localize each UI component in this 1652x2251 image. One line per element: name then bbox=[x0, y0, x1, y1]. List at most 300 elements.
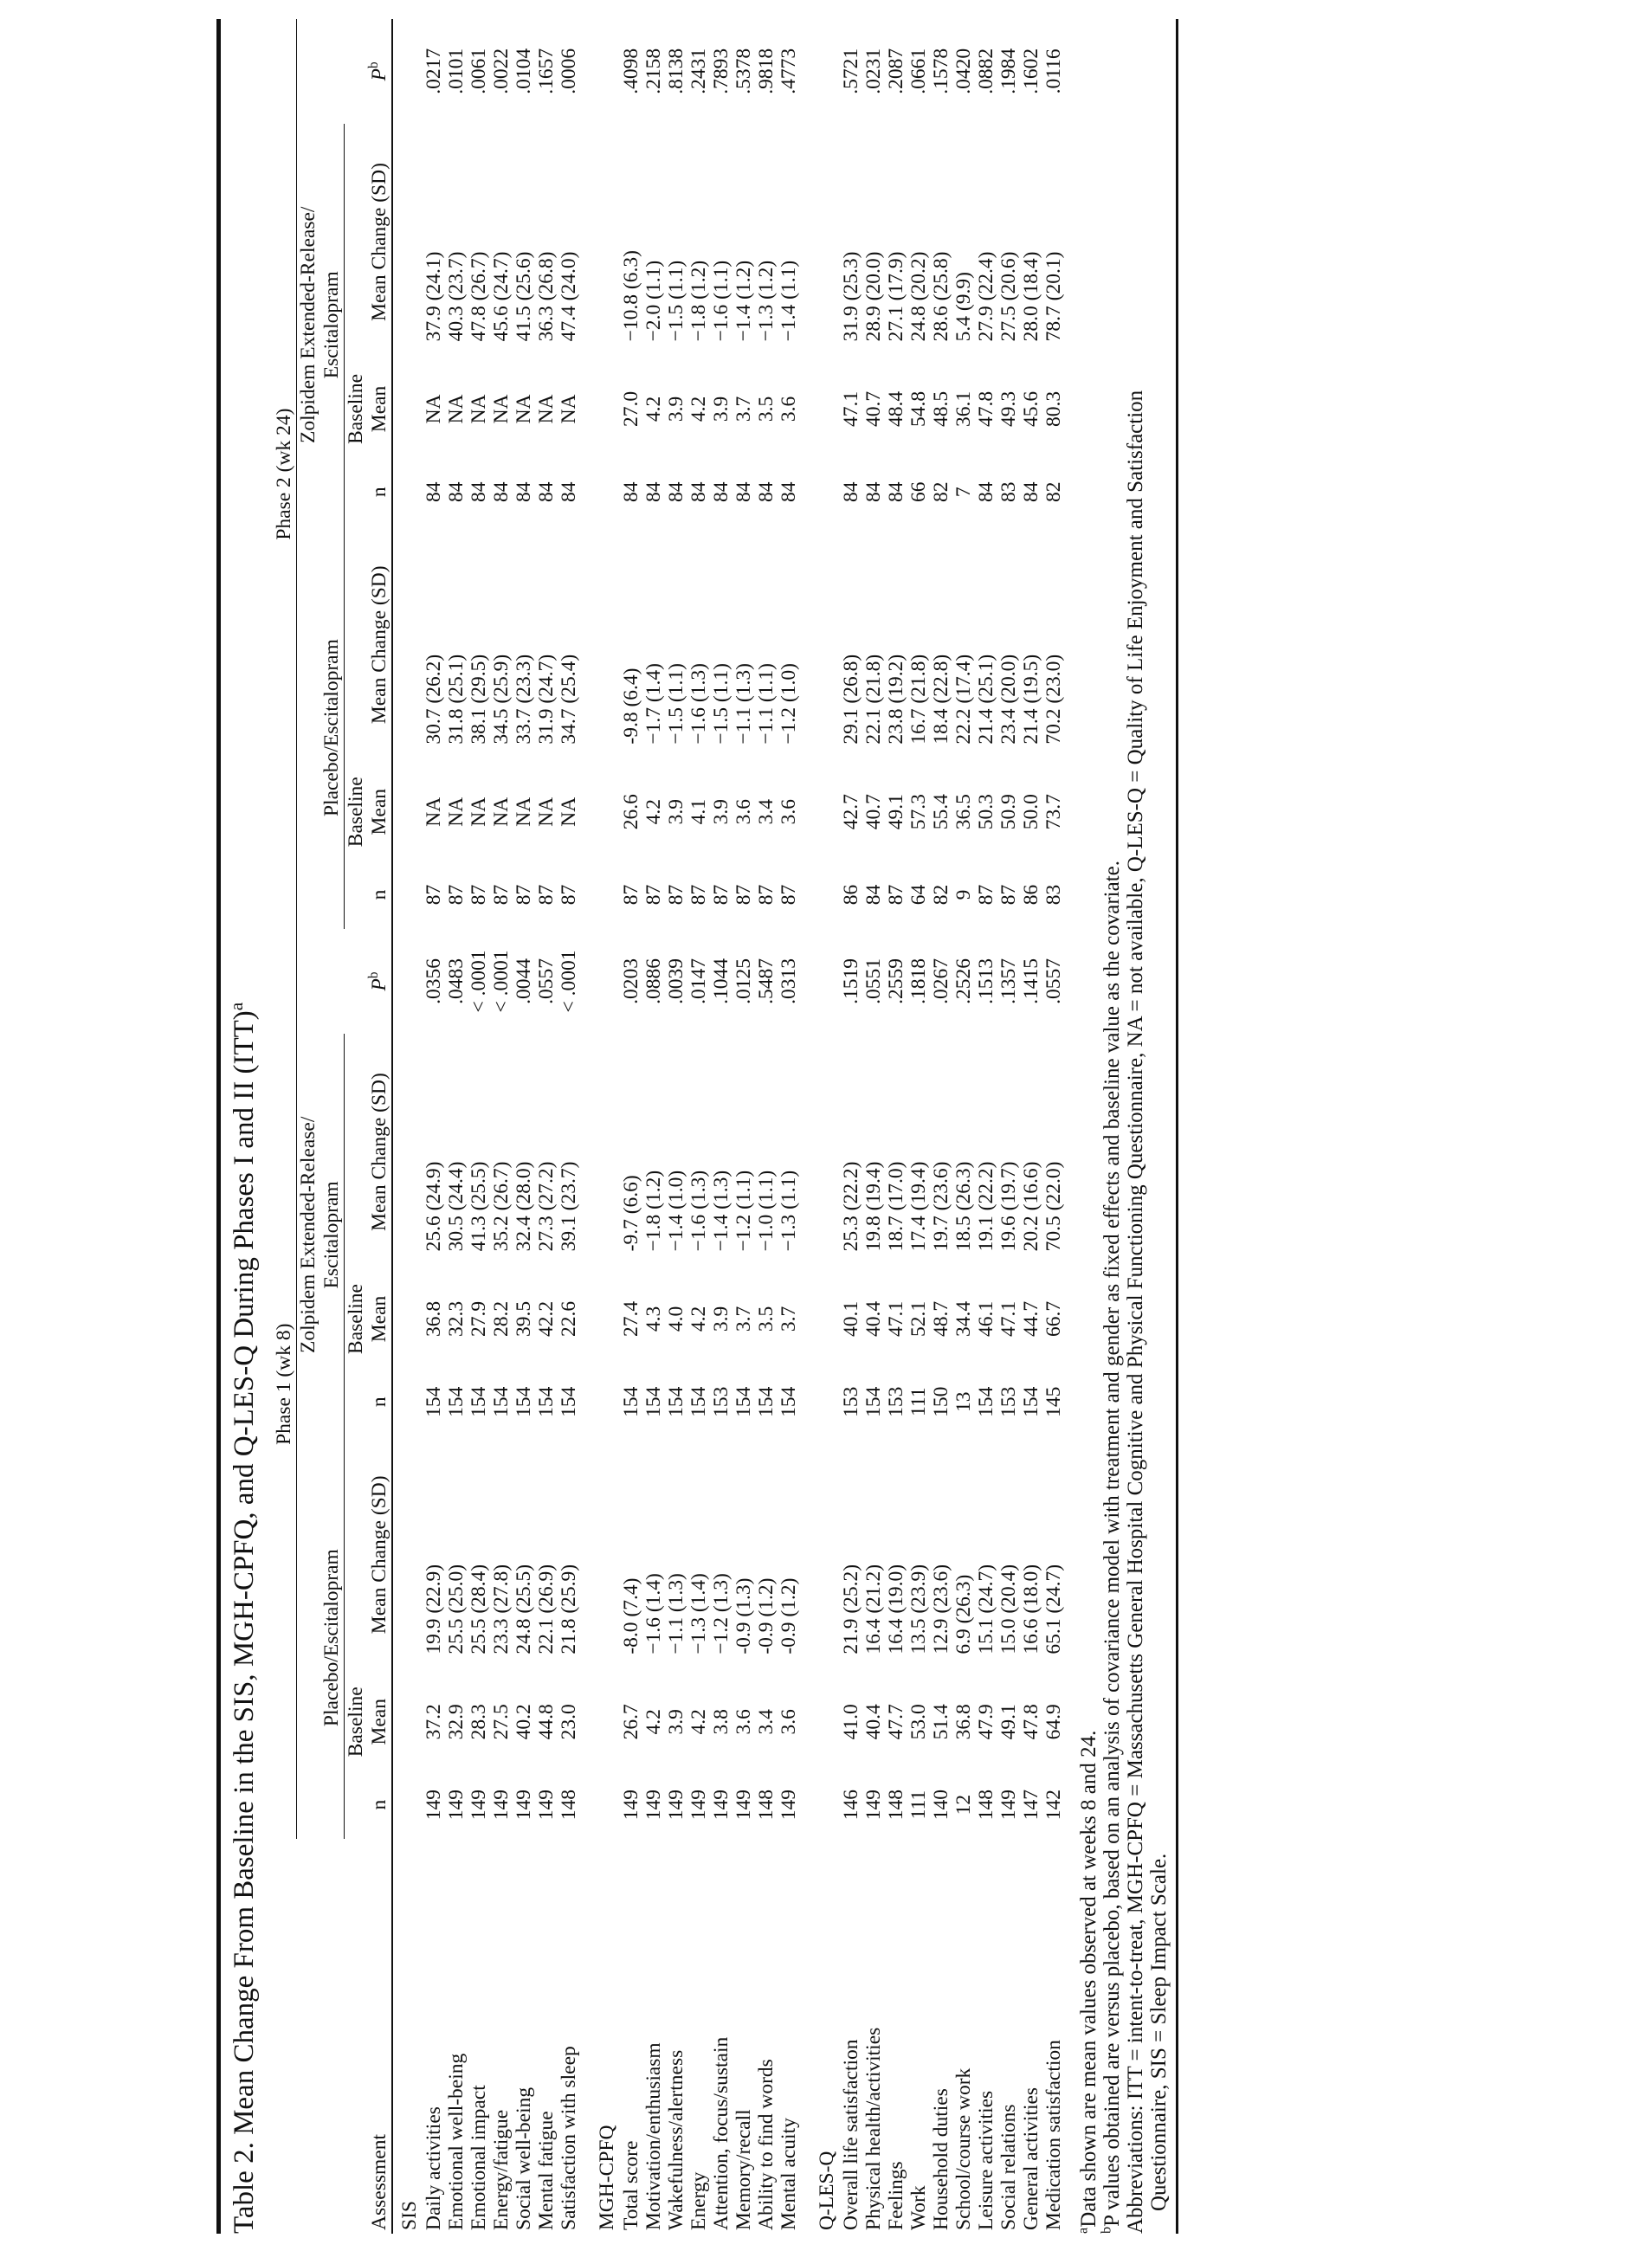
table-row bbox=[423, 19, 445, 2234]
cell-p1-pl-n: 146 bbox=[840, 1789, 862, 1821]
cell-p1-zo-base: 27.9 bbox=[468, 1300, 490, 1338]
cell-p1-zo-chg: 25.6 (24.9) bbox=[423, 1161, 445, 1252]
cell-p2-p: .2087 bbox=[885, 48, 907, 94]
row-label: Wakefulness/alertness bbox=[665, 2049, 687, 2230]
cell-p2-p: .0061 bbox=[468, 48, 490, 94]
blank-cell bbox=[273, 1839, 297, 2234]
cell-p1-p: < .0001 bbox=[490, 950, 513, 1013]
cell-p2-pl-base: 3.4 bbox=[755, 799, 778, 825]
cell-p2-pl-chg: −1.1 (1.1) bbox=[755, 663, 778, 745]
cell-p1-pl-n: 148 bbox=[975, 1789, 997, 1821]
cell-p2-zo-n: 84 bbox=[558, 481, 580, 502]
table-row bbox=[642, 19, 665, 2234]
cell-p1-pl-n: 149 bbox=[620, 1789, 642, 1821]
row-label: Emotional well-being bbox=[445, 2053, 468, 2230]
cell-p2-p: .4773 bbox=[778, 48, 800, 94]
cell-p1-pl-chg: 6.9 (26.3) bbox=[952, 1574, 975, 1654]
cell-p1-zo-n: 154 bbox=[862, 1386, 885, 1417]
cell-p1-zo-base: 3.5 bbox=[755, 1306, 778, 1332]
table-row bbox=[710, 19, 732, 2234]
cell-p1-p: .0039 bbox=[665, 958, 687, 1004]
table-row bbox=[930, 19, 952, 2234]
cell-p2-zo-base: 54.8 bbox=[907, 390, 930, 427]
cell-p1-zo-chg: −1.4 (1.3) bbox=[710, 1170, 732, 1252]
cell-p1-p: .0267 bbox=[930, 958, 952, 1004]
cell-p2-zo-chg: −1.3 (1.2) bbox=[755, 260, 778, 342]
cell-p2-pl-base: 50.3 bbox=[975, 794, 997, 830]
cell-p1-p: .5487 bbox=[755, 958, 778, 1004]
cell-p1-zo-n: 154 bbox=[513, 1386, 535, 1417]
cell-p2-p: .1984 bbox=[997, 48, 1020, 94]
row-label: Work bbox=[907, 2185, 930, 2230]
cell-p2-pl-chg: -9.8 (6.4) bbox=[620, 668, 642, 745]
cell-p2-pl-base: NA bbox=[445, 797, 468, 827]
cell-p2-zo-base: NA bbox=[423, 394, 445, 424]
cell-p1-zo-chg: 27.3 (27.2) bbox=[535, 1161, 558, 1252]
cell-p2-pl-base: 73.7 bbox=[1042, 794, 1065, 830]
cell-p2-pl-chg: 30.7 (26.2) bbox=[423, 654, 445, 745]
cell-p1-zo-chg: 35.2 (26.7) bbox=[490, 1161, 513, 1252]
cell-p1-pl-chg: 21.8 (25.9) bbox=[558, 1564, 580, 1654]
cell-p1-zo-base: 52.1 bbox=[907, 1300, 930, 1338]
cell-p1-pl-n: 148 bbox=[885, 1789, 907, 1821]
cell-p2-pl-chg: 38.1 (29.5) bbox=[468, 654, 490, 745]
column-header-row bbox=[368, 19, 392, 2234]
section-header-row bbox=[810, 19, 840, 2234]
cell-p2-zo-n: 84 bbox=[620, 481, 642, 502]
cell-p2-zo-base: 3.9 bbox=[665, 396, 687, 422]
cell-p2-p: .0101 bbox=[445, 48, 468, 94]
change-column-header: Mean Change (SD) bbox=[368, 163, 390, 321]
cell-p1-zo-n: 154 bbox=[975, 1386, 997, 1417]
cell-p1-p: .0044 bbox=[513, 958, 535, 1004]
phase1-placebo-header: Placebo/Escitalopram bbox=[320, 1549, 343, 1727]
cell-p2-zo-base: 4.2 bbox=[687, 396, 710, 422]
table-row bbox=[468, 19, 490, 2234]
row-label: Energy bbox=[687, 2171, 710, 2230]
section-gap bbox=[800, 19, 810, 2234]
mean-column-header: Mean bbox=[368, 788, 390, 835]
cell-p1-p: .0356 bbox=[423, 958, 445, 1004]
cell-p2-zo-base: NA bbox=[445, 394, 468, 424]
cell-p2-zo-base: 49.3 bbox=[997, 390, 1020, 427]
cell-p2-pl-base: 50.0 bbox=[1020, 794, 1042, 830]
cell-p2-zo-n: 84 bbox=[665, 481, 687, 502]
cell-p1-pl-base: 3.6 bbox=[778, 1709, 800, 1735]
phase2-placebo-header: Placebo/Escitalopram bbox=[320, 639, 343, 817]
cell-p2-pl-chg: 18.4 (22.8) bbox=[930, 654, 952, 745]
cell-p2-zo-n: 84 bbox=[755, 481, 778, 502]
cell-p1-zo-n: 154 bbox=[558, 1386, 580, 1417]
row-label: Mental fatigue bbox=[535, 2111, 558, 2230]
cell-p1-p: .0147 bbox=[687, 958, 710, 1004]
cell-p2-zo-chg: 28.9 (20.0) bbox=[862, 251, 885, 342]
cell-p1-zo-n: 154 bbox=[778, 1386, 800, 1417]
cell-p2-zo-chg: 27.5 (20.6) bbox=[997, 251, 1020, 342]
cell-p1-zo-base: 22.6 bbox=[558, 1300, 580, 1338]
cell-p1-zo-base: 47.1 bbox=[997, 1300, 1020, 1338]
cell-p1-p: .1357 bbox=[997, 958, 1020, 1004]
baseline-header: Baseline bbox=[345, 360, 369, 457]
cell-p1-pl-n: 149 bbox=[665, 1789, 687, 1821]
cell-p1-pl-chg: 65.1 (24.7) bbox=[1042, 1564, 1065, 1654]
row-label: Energy/fatigue bbox=[490, 2109, 513, 2230]
cell-p1-zo-chg: −1.4 (1.0) bbox=[665, 1170, 687, 1252]
results-table bbox=[273, 19, 1065, 2234]
cell-p1-zo-base: 28.2 bbox=[490, 1300, 513, 1338]
cell-p1-zo-chg: 19.8 (19.4) bbox=[862, 1161, 885, 1252]
cell-p2-zo-chg: −1.5 (1.1) bbox=[665, 260, 687, 342]
cell-p1-zo-n: 153 bbox=[840, 1386, 862, 1417]
cell-p2-zo-n: 84 bbox=[862, 481, 885, 502]
cell-p2-zo-n: 7 bbox=[952, 487, 975, 498]
cell-p1-zo-chg: 19.7 (23.6) bbox=[930, 1161, 952, 1252]
change-column-header: Mean Change (SD) bbox=[368, 565, 390, 725]
cell-p2-pl-chg: 21.4 (19.5) bbox=[1020, 654, 1042, 745]
cell-p1-zo-chg: −1.2 (1.1) bbox=[732, 1170, 755, 1252]
table-row bbox=[778, 19, 800, 2234]
cell-p2-zo-base: 3.9 bbox=[710, 396, 732, 422]
row-label: Social relations bbox=[997, 2104, 1020, 2230]
cell-p2-zo-n: 84 bbox=[490, 481, 513, 502]
cell-p2-zo-n: 82 bbox=[1042, 481, 1065, 502]
cell-p1-pl-base: 37.2 bbox=[423, 1704, 445, 1740]
cell-p2-zo-base: 3.7 bbox=[732, 396, 755, 422]
table-row bbox=[907, 19, 930, 2234]
cell-p1-zo-n: 111 bbox=[907, 1387, 930, 1417]
cell-p2-pl-n: 87 bbox=[778, 884, 800, 906]
cell-p2-pl-base: NA bbox=[513, 797, 535, 827]
cell-p1-pl-base: 27.5 bbox=[490, 1704, 513, 1740]
table-caption bbox=[224, 19, 264, 2234]
cell-p1-pl-n: 149 bbox=[490, 1789, 513, 1821]
cell-p2-zo-chg: 37.9 (24.1) bbox=[423, 251, 445, 342]
cell-p1-pl-chg: −1.6 (1.4) bbox=[642, 1573, 665, 1654]
cell-p2-pl-n: 87 bbox=[885, 884, 907, 906]
cell-p2-pl-n: 87 bbox=[665, 884, 687, 906]
cell-p1-p: .0203 bbox=[620, 958, 642, 1004]
cell-p1-pl-base: 40.2 bbox=[513, 1704, 535, 1740]
cell-p1-zo-n: 154 bbox=[642, 1386, 665, 1417]
cell-p1-pl-base: 23.0 bbox=[558, 1704, 580, 1740]
table-row bbox=[732, 19, 755, 2234]
cell-p1-pl-n: 149 bbox=[513, 1789, 535, 1821]
cell-p1-zo-n: 154 bbox=[665, 1386, 687, 1417]
n-column-header: n bbox=[368, 1396, 390, 1408]
cell-p2-pl-chg: 70.2 (23.0) bbox=[1042, 654, 1065, 745]
cell-p2-pl-chg: −1.1 (1.3) bbox=[732, 663, 755, 745]
cell-p1-zo-n: 145 bbox=[1042, 1386, 1065, 1417]
cell-p1-pl-n: 140 bbox=[930, 1789, 952, 1821]
cell-p1-p: .1818 bbox=[907, 958, 930, 1004]
cell-p2-pl-base: 3.9 bbox=[710, 799, 732, 825]
cell-p2-pl-chg: 22.1 (21.8) bbox=[862, 654, 885, 745]
cell-p1-pl-base: 4.2 bbox=[687, 1709, 710, 1735]
section-name: Q-LES-Q bbox=[816, 2151, 838, 2230]
cell-p2-pl-chg: 22.2 (17.4) bbox=[952, 654, 975, 745]
cell-p2-pl-chg: −1.5 (1.1) bbox=[665, 663, 687, 745]
row-label: Total score bbox=[620, 2140, 642, 2230]
row-label: Leisure activities bbox=[975, 2090, 997, 2230]
cell-p2-zo-n: 84 bbox=[445, 481, 468, 502]
table-row bbox=[840, 19, 862, 2234]
cell-p1-zo-base: 4.2 bbox=[687, 1306, 710, 1332]
cell-p1-zo-chg: 20.2 (16.6) bbox=[1020, 1161, 1042, 1252]
cell-p1-zo-chg: 17.4 (19.4) bbox=[907, 1161, 930, 1252]
cell-p2-pl-n: 84 bbox=[862, 884, 885, 906]
cell-p2-zo-n: 84 bbox=[535, 481, 558, 502]
cell-p2-zo-n: 84 bbox=[840, 481, 862, 502]
cell-p1-zo-chg: 18.5 (26.3) bbox=[952, 1161, 975, 1252]
n-column-header: n bbox=[368, 487, 390, 498]
cell-p2-zo-base: 48.5 bbox=[930, 390, 952, 427]
row-label: General activities bbox=[1020, 2087, 1042, 2230]
cell-p2-pl-base: 36.5 bbox=[952, 794, 975, 830]
table-row bbox=[445, 19, 468, 2234]
cell-p2-pl-n: 87 bbox=[997, 884, 1020, 906]
cell-p1-p: .1415 bbox=[1020, 958, 1042, 1004]
cell-p2-zo-n: 84 bbox=[885, 481, 907, 502]
cell-p1-pl-n: 148 bbox=[755, 1789, 778, 1821]
cell-p2-pl-base: 50.9 bbox=[997, 794, 1020, 830]
cell-p2-pl-chg: 31.9 (24.7) bbox=[535, 654, 558, 745]
change-column-header: Mean Change (SD) bbox=[368, 1475, 390, 1635]
cell-p2-pl-base: 3.9 bbox=[665, 799, 687, 825]
cell-p1-pl-chg: −1.1 (1.3) bbox=[665, 1573, 687, 1654]
cell-p1-p: .0551 bbox=[862, 958, 885, 1004]
cell-p2-zo-n: 84 bbox=[710, 481, 732, 502]
cell-p1-zo-base: 4.3 bbox=[642, 1306, 665, 1332]
table-row bbox=[885, 19, 907, 2234]
cell-p2-p: .2431 bbox=[687, 48, 710, 94]
cell-p2-zo-chg: 36.3 (26.8) bbox=[535, 251, 558, 342]
cell-p1-pl-base: 3.9 bbox=[665, 1709, 687, 1735]
cell-p1-zo-base: 40.4 bbox=[862, 1300, 885, 1338]
cell-p2-zo-n: 84 bbox=[423, 481, 445, 502]
cell-p1-zo-n: 154 bbox=[423, 1386, 445, 1417]
row-label: Satisfaction with sleep bbox=[558, 2046, 580, 2230]
cell-p2-p: .0231 bbox=[862, 48, 885, 94]
row-label: Feelings bbox=[885, 2161, 907, 2230]
cell-p2-p: .0104 bbox=[513, 48, 535, 94]
group-header-row-2 bbox=[320, 19, 345, 2234]
cell-p2-pl-n: 86 bbox=[1020, 884, 1042, 906]
cell-p1-zo-base: 3.7 bbox=[778, 1306, 800, 1332]
cell-p1-zo-chg: 39.1 (23.7) bbox=[558, 1161, 580, 1252]
group-header-row-1 bbox=[297, 19, 321, 2234]
table-row bbox=[952, 19, 975, 2234]
cell-p1-zo-base: 39.5 bbox=[513, 1300, 535, 1338]
cell-p2-pl-base: 40.7 bbox=[862, 794, 885, 830]
abbreviations-continued: Questionnaire, SIS = Sleep Impact Scale. bbox=[1147, 1853, 1171, 2211]
cell-p1-pl-base: 51.4 bbox=[930, 1704, 952, 1740]
cell-p2-pl-chg: 23.8 (19.2) bbox=[885, 654, 907, 745]
cell-p1-zo-chg: −1.8 (1.2) bbox=[642, 1170, 665, 1252]
cell-p2-pl-n: 86 bbox=[840, 884, 862, 906]
cell-p1-pl-chg: -8.0 (7.4) bbox=[620, 1577, 642, 1654]
cell-p2-pl-n: 83 bbox=[1042, 884, 1065, 906]
cell-p2-pl-chg: 31.8 (25.1) bbox=[445, 654, 468, 745]
cell-p1-zo-chg: 32.4 (28.0) bbox=[513, 1161, 535, 1252]
cell-p2-p: .2158 bbox=[642, 48, 665, 94]
cell-p2-zo-chg: −1.4 (1.2) bbox=[732, 260, 755, 342]
cell-p1-pl-n: 149 bbox=[687, 1789, 710, 1821]
cell-p2-zo-chg: 27.9 (22.4) bbox=[975, 251, 997, 342]
cell-p1-zo-base: 40.1 bbox=[840, 1300, 862, 1338]
cell-p1-pl-chg: −1.3 (1.4) bbox=[687, 1573, 710, 1654]
cell-p2-pl-n: 64 bbox=[907, 884, 930, 906]
cell-p2-pl-chg: −1.2 (1.0) bbox=[778, 663, 800, 745]
cell-p2-pl-chg: 21.4 (25.1) bbox=[975, 654, 997, 745]
row-label: Daily activities bbox=[423, 2106, 445, 2230]
row-label: Emotional impact bbox=[468, 2085, 490, 2230]
cell-p1-zo-base: 3.9 bbox=[710, 1306, 732, 1332]
cell-p2-pl-base: NA bbox=[535, 797, 558, 827]
cell-p2-p: .7893 bbox=[710, 48, 732, 94]
cell-p2-pl-n: 87 bbox=[755, 884, 778, 906]
table-row bbox=[687, 19, 710, 2234]
cell-p1-zo-chg: -9.7 (6.6) bbox=[620, 1175, 642, 1252]
cell-p2-zo-base: 27.0 bbox=[620, 390, 642, 427]
cell-p2-zo-chg: −10.8 (6.3) bbox=[620, 250, 642, 342]
cell-p2-pl-base: NA bbox=[558, 797, 580, 827]
mean-column-header: Mean bbox=[368, 1699, 390, 1745]
table-body bbox=[392, 19, 1065, 2234]
cell-p2-pl-base: 4.2 bbox=[642, 799, 665, 825]
table-row bbox=[997, 19, 1020, 2234]
cell-p2-pl-base: NA bbox=[490, 797, 513, 827]
cell-p1-zo-n: 150 bbox=[930, 1386, 952, 1417]
cell-p1-pl-n: 149 bbox=[862, 1789, 885, 1821]
cell-p2-pl-base: 3.6 bbox=[732, 799, 755, 825]
cell-p1-pl-n: 142 bbox=[1042, 1789, 1065, 1821]
cell-p1-pl-base: 53.0 bbox=[907, 1704, 930, 1740]
cell-p2-p: .0022 bbox=[490, 48, 513, 94]
cell-p2-pl-base: 49.1 bbox=[885, 794, 907, 830]
cell-p2-pl-chg: 16.7 (21.8) bbox=[907, 654, 930, 745]
p-column-header: $P^b$ bbox=[366, 61, 390, 81]
cell-p1-pl-base: 3.4 bbox=[755, 1709, 778, 1735]
row-label: Motivation/enthusiasm bbox=[642, 2042, 665, 2230]
cell-p2-p: .1657 bbox=[535, 48, 558, 94]
cell-p2-p: .0116 bbox=[1042, 48, 1065, 94]
cell-p2-p: .0420 bbox=[952, 48, 975, 94]
phase1-zolpidem-header-line1: Zolpidem Extended-Release/ bbox=[297, 1034, 321, 1436]
cell-p2-zo-n: 84 bbox=[1020, 481, 1042, 502]
cell-p2-zo-chg: 41.5 (25.6) bbox=[513, 251, 535, 342]
section-header-row bbox=[392, 19, 423, 2234]
cell-p2-pl-chg: −1.5 (1.1) bbox=[710, 663, 732, 745]
cell-p1-p: .1044 bbox=[710, 958, 732, 1004]
row-label: Medication satisfaction bbox=[1042, 2040, 1065, 2230]
cell-p1-zo-base: 66.7 bbox=[1042, 1300, 1065, 1338]
cell-p2-p: .4098 bbox=[620, 48, 642, 94]
cell-p2-pl-base: 3.6 bbox=[778, 799, 800, 825]
cell-p1-pl-base: 3.6 bbox=[732, 1709, 755, 1735]
cell-p1-pl-base: 64.9 bbox=[1042, 1704, 1065, 1740]
cell-p1-zo-base: 44.7 bbox=[1020, 1300, 1042, 1338]
cell-p1-pl-n: 149 bbox=[535, 1789, 558, 1821]
row-label: Attention, focus/sustain bbox=[710, 2036, 732, 2230]
phase1-header: Phase 1 (wk 8) bbox=[273, 1323, 295, 1445]
cell-p2-zo-chg: 28.6 (25.8) bbox=[930, 251, 952, 342]
table-row bbox=[1042, 19, 1065, 2234]
cell-p2-zo-base: 3.5 bbox=[755, 396, 778, 422]
section-name: SIS bbox=[392, 19, 423, 2234]
table-row bbox=[513, 19, 535, 2234]
cell-p2-p: .1578 bbox=[930, 48, 952, 94]
cell-p1-zo-n: 154 bbox=[445, 1386, 468, 1417]
cell-p1-pl-base: 47.7 bbox=[885, 1704, 907, 1740]
cell-p2-pl-n: 87 bbox=[620, 884, 642, 906]
cell-p2-zo-chg: −2.0 (1.1) bbox=[642, 260, 665, 342]
phase-header-row bbox=[273, 19, 297, 2234]
cell-p1-zo-n: 154 bbox=[1020, 1386, 1042, 1417]
cell-p2-zo-base: 36.1 bbox=[952, 390, 975, 427]
cell-p2-p: .0661 bbox=[907, 48, 930, 94]
cell-p1-pl-base: 26.7 bbox=[620, 1704, 642, 1740]
cell-p2-pl-n: 87 bbox=[710, 884, 732, 906]
row-label: Memory/recall bbox=[732, 2109, 755, 2230]
cell-p1-pl-chg: 15.1 (24.7) bbox=[975, 1564, 997, 1654]
cell-p2-pl-base: NA bbox=[423, 797, 445, 827]
cell-p2-zo-chg: 28.0 (18.4) bbox=[1020, 251, 1042, 342]
cell-p1-pl-chg: 22.1 (26.9) bbox=[535, 1564, 558, 1654]
cell-p1-pl-chg: -0.9 (1.2) bbox=[778, 1577, 800, 1654]
cell-p1-pl-base: 47.8 bbox=[1020, 1704, 1042, 1740]
cell-p1-p: < .0001 bbox=[468, 950, 490, 1013]
cell-p1-pl-chg: 21.9 (25.2) bbox=[840, 1564, 862, 1654]
cell-p2-pl-chg: −1.7 (1.4) bbox=[642, 663, 665, 745]
mean-column-header: Mean bbox=[368, 1295, 390, 1343]
cell-p1-pl-n: 149 bbox=[778, 1789, 800, 1821]
cell-p2-zo-base: 80.3 bbox=[1042, 390, 1065, 427]
table-row bbox=[755, 19, 778, 2234]
cell-p1-zo-n: 153 bbox=[997, 1386, 1020, 1417]
cell-p2-zo-chg: 5.4 (9.9) bbox=[952, 272, 975, 342]
cell-p1-pl-n: 111 bbox=[907, 1790, 930, 1820]
cell-p1-pl-chg: -0.9 (1.2) bbox=[755, 1577, 778, 1654]
cell-p2-zo-chg: 31.9 (25.3) bbox=[840, 251, 862, 342]
cell-p1-pl-n: 149 bbox=[710, 1789, 732, 1821]
cell-p1-zo-n: 154 bbox=[535, 1386, 558, 1417]
section-header-row bbox=[590, 19, 620, 2234]
footnote-b: $^b$P values obtained are versus placebo, based on an analysis of covariance model with treatment and gender as fixed effects and baseline value as the covariate. bbox=[1098, 861, 1124, 2234]
title-footnote-marker: a bbox=[226, 1002, 247, 1011]
cell-p2-zo-chg: 27.1 (17.9) bbox=[885, 251, 907, 342]
cell-p2-pl-n: 87 bbox=[535, 884, 558, 906]
cell-p2-pl-n: 87 bbox=[468, 884, 490, 906]
table-footnotes bbox=[1074, 19, 1176, 2234]
cell-p1-pl-chg: 16.4 (21.2) bbox=[862, 1564, 885, 1654]
section-name: MGH-CPFQ bbox=[596, 2125, 618, 2230]
cell-p2-zo-n: 84 bbox=[778, 481, 800, 502]
table-row bbox=[665, 19, 687, 2234]
cell-p1-zo-base: 4.0 bbox=[665, 1306, 687, 1332]
cell-p2-zo-base: NA bbox=[535, 394, 558, 424]
cell-p1-zo-base: 34.4 bbox=[952, 1300, 975, 1338]
cell-p2-pl-n: 87 bbox=[975, 884, 997, 906]
cell-p2-pl-n: 87 bbox=[513, 884, 535, 906]
cell-p1-p: .2526 bbox=[952, 958, 975, 1004]
cell-p1-pl-base: 41.0 bbox=[840, 1704, 862, 1740]
cell-p2-zo-base: NA bbox=[513, 394, 535, 424]
cell-p1-pl-chg: 16.4 (19.0) bbox=[885, 1564, 907, 1654]
cell-p1-pl-base: 44.8 bbox=[535, 1704, 558, 1740]
cell-p1-zo-chg: 25.3 (22.2) bbox=[840, 1161, 862, 1252]
cell-p1-pl-chg: 25.5 (25.0) bbox=[445, 1564, 468, 1654]
cell-p2-zo-n: 84 bbox=[642, 481, 665, 502]
